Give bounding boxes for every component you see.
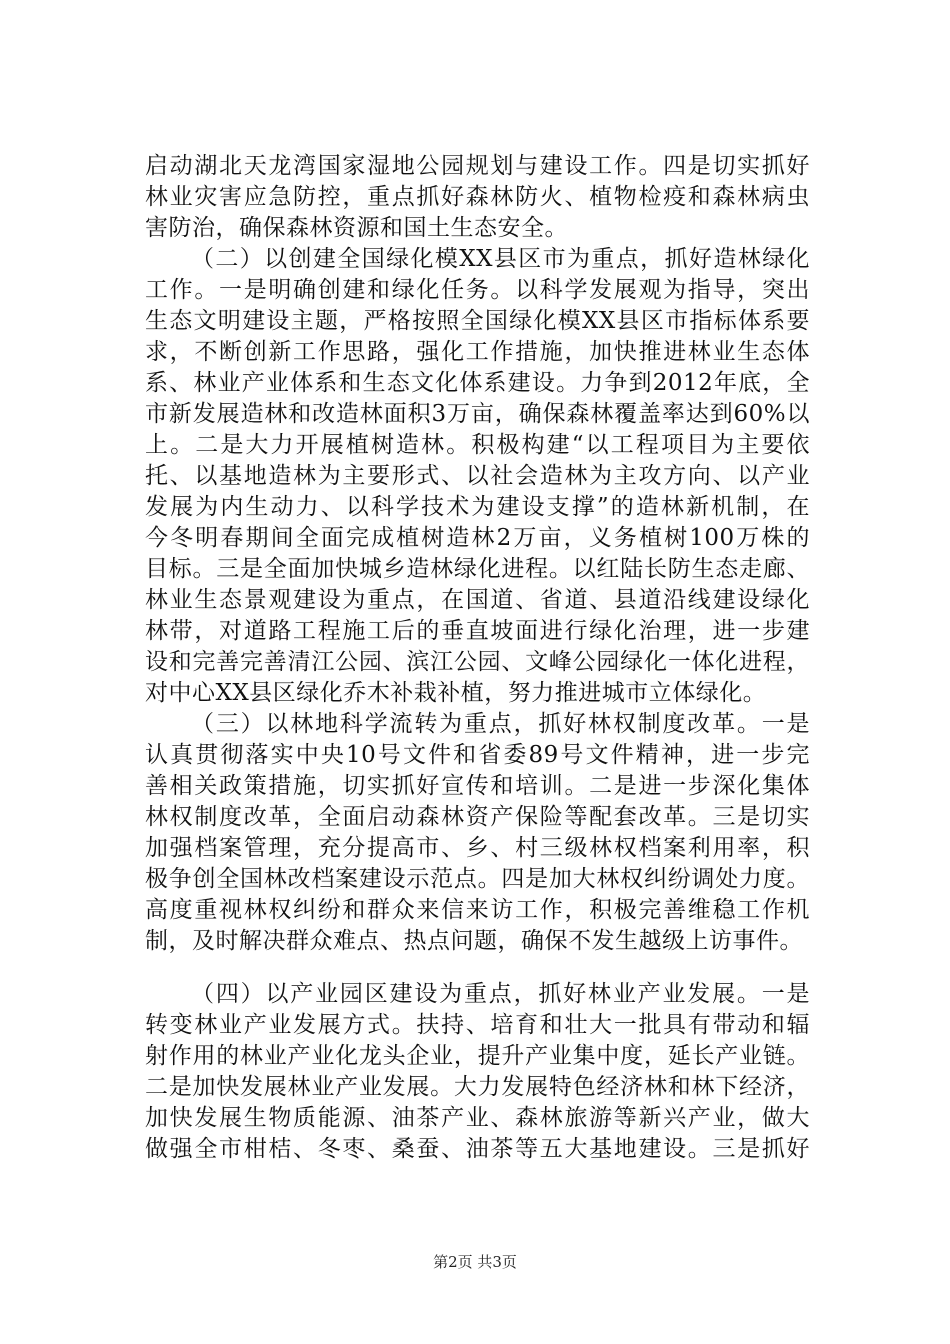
text-line: 系、林业产业体系和生态文化体系建设。力争到2012年底，全 — [145, 370, 810, 396]
text-line: 市新发展造林和改造林面积3万亩，确保森林覆盖率达到60%以 — [145, 401, 810, 427]
text-line: 害防治，确保森林资源和国土生态安全。 — [145, 215, 568, 241]
text-line: 善相关政策措施，切实抓好宣传和培训。二是进一步深化集体 — [145, 773, 810, 799]
text-line: 生态文明建设主题，严格按照全国绿化模XX县区市指标体系要 — [145, 308, 810, 334]
text-line: 认真贯彻落实中央10号文件和省委89号文件精神，进一步完 — [145, 742, 810, 768]
text-line: 求，不断创新工作思路，强化工作措施，加快推进林业生态体 — [145, 339, 810, 365]
text-line: 今冬明春期间全面完成植树造林2万亩，义务植树100万株的 — [145, 525, 810, 551]
text-line: 极争创全国林改档案建设示范点。四是加大林权纠纷调处力度。 — [145, 866, 810, 892]
text-line: 上。二是大力开展植树造林。积极构建“以工程项目为主要依 — [145, 432, 810, 458]
text-line: 托、以基地造林为主要形式、以社会造林为主攻方向、以产业 — [145, 463, 810, 489]
section-heading-line: （四）以产业园区建设为重点，抓好林业产业发展。一是 — [191, 981, 810, 1007]
text-line: 转变林业产业发展方式。扶持、培育和壮大一批具有带动和辐 — [145, 1012, 810, 1038]
page-number-footer: 第2页 共3页 — [433, 1253, 517, 1271]
text-line: 射作用的林业产业化龙头企业，提升产业集中度，延长产业链。 — [145, 1043, 810, 1069]
text-line: 工作。一是明确创建和绿化任务。以科学发展观为指导，突出 — [145, 277, 810, 303]
text-line: 林业灾害应急防控，重点抓好森林防火、植物检疫和森林病虫 — [145, 184, 810, 210]
document-body — [145, 151, 810, 1165]
text-line: 目标。三是全面加快城乡造林绿化进程。以红陆长防生态走廊、 — [145, 556, 810, 582]
text-line: 加快发展生物质能源、油茶产业、森林旅游等新兴产业，做大 — [145, 1105, 810, 1131]
text-line: 制，及时解决群众难点、热点问题，确保不发生越级上访事件。 — [145, 928, 803, 954]
text-line: 加强档案管理，充分提高市、乡、村三级林权档案利用率，积 — [145, 835, 810, 861]
text-line: 林业生态景观建设为重点，在国道、省道、县道沿线建设绿化 — [145, 587, 810, 613]
text-line: 设和完善完善清江公园、滨江公园、文峰公园绿化一体化进程， — [145, 649, 810, 675]
section-heading-line: （二）以创建全国绿化模XX县区市为重点，抓好造林绿化 — [191, 246, 810, 272]
text-line: 高度重视林权纠纷和群众来信来访工作，积极完善维稳工作机 — [145, 897, 810, 923]
text-line: 启动湖北天龙湾国家湿地公园规划与建设工作。四是切实抓好 — [145, 153, 810, 179]
text-line: 林带，对道路工程施工后的垂直坡面进行绿化治理，进一步建 — [145, 618, 810, 644]
text-line: 发展为内生动力、以科学技术为建设支撑”的造林新机制，在 — [145, 494, 810, 520]
paragraph-gap — [145, 957, 810, 979]
section-heading-line: （三）以林地科学流转为重点，抓好林权制度改革。一是 — [191, 711, 810, 737]
text-line: 做强全市柑桔、冬枣、桑蚕、油茶等五大基地建设。三是抓好 — [145, 1136, 810, 1162]
text-line: 对中心XX县区绿化乔木补栽补植，努力推进城市立体绿化。 — [145, 680, 767, 706]
text-line: 二是加快发展林业产业发展。大力发展特色经济林和林下经济， — [145, 1074, 810, 1100]
text-line: 林权制度改革，全面启动森林资产保险等配套改革。三是切实 — [145, 804, 810, 830]
